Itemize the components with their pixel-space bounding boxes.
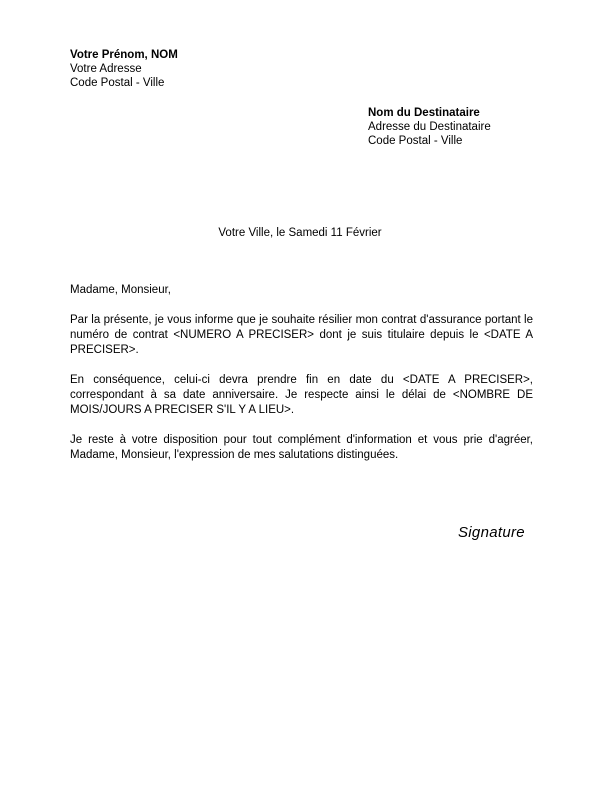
signature-label: Signature bbox=[458, 524, 525, 541]
recipient-address-block bbox=[368, 106, 491, 148]
sender-city: Code Postal - Ville bbox=[70, 77, 165, 89]
sender-address-block bbox=[70, 48, 178, 90]
sender-name: Votre Prénom, NOM bbox=[70, 49, 178, 61]
recipient-city: Code Postal - Ville bbox=[368, 135, 463, 147]
letter-body bbox=[70, 283, 533, 478]
salutation: Madame, Monsieur, bbox=[70, 284, 171, 296]
paragraph-1: Par la présente, je vous informe que je souhaite résilier mon contrat d'assurance portant le numéro de contrat <NUMERO A PRECISER> dont je suis titulaire depuis le <DATE A PRECISER>. bbox=[70, 314, 533, 356]
date-line: Votre Ville, le Samedi 11 Février bbox=[218, 227, 382, 239]
paragraph-3: Je reste à votre disposition pour tout complément d'information et vous prie d'agréer, Madame, Monsieur, l'expression de mes salutations distinguées. bbox=[70, 434, 533, 461]
paragraph-2: En conséquence, celui-ci devra prendre fin en date du <DATE A PRECISER>, correspondant à sa date anniversaire. Je respecte ainsi le délai de <NOMBRE DE MOIS/JOURS A PRECISER S'IL Y A LIEU>. bbox=[70, 374, 533, 416]
recipient-address: Adresse du Destinataire bbox=[368, 121, 491, 133]
sender-address: Votre Adresse bbox=[70, 63, 142, 75]
recipient-name: Nom du Destinataire bbox=[368, 107, 480, 119]
